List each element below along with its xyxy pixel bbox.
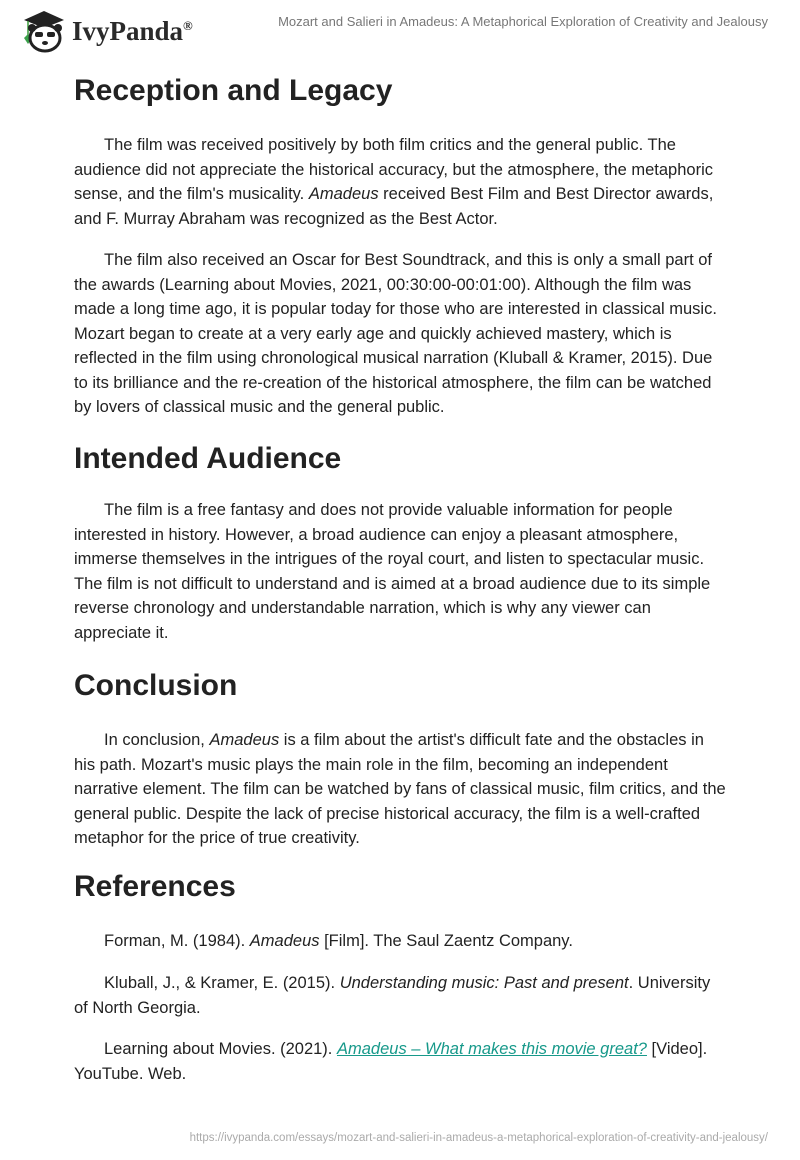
panda-graduate-icon xyxy=(20,8,66,54)
ivypanda-logo[interactable] xyxy=(20,8,193,54)
logo-text: IvyPanda® xyxy=(72,15,193,46)
paragraph: The film is a free fantasy and does not provide valuable information for people interested in history. However, a broad audience can enjoy a pleasant atmosphere, immerse themselves in the intrigues of the royal court, and listen to spectacular music. The film is not difficult to understand and is aimed at a broad audience due to its simple reverse chronology and understandable narration, which is why any viewer can appreciate it. xyxy=(74,501,711,642)
heading-conclusion: Conclusion xyxy=(74,669,238,702)
reference-item: Learning about Movies. (2021). Amadeus – What makes this movie great? [Video]. YouTube. Web. xyxy=(74,1040,708,1083)
document-title: Mozart and Salieri in Amadeus: A Metaphorical Exploration of Creativity and Jealousy xyxy=(278,14,768,29)
heading-reception: Reception and Legacy xyxy=(74,74,393,107)
heading-references: References xyxy=(74,870,236,903)
footer-url: https://ivypanda.com/essays/mozart-and-salieri-in-amadeus-a-metaphorical-exploration-of-creativity-and-jealousy/ xyxy=(189,1132,768,1144)
reference-item: Forman, M. (1984). Amadeus [Film]. The Saul Zaentz Company. xyxy=(104,932,573,950)
reference-video-link[interactable]: Amadeus – What makes this movie great? xyxy=(336,1040,647,1058)
paragraph: The film also received an Oscar for Best Soundtrack, and this is only a small part of the awards (Learning about Movies, 2021, 00:30:00-00:01:00). Although the film was made a long time ago, it is popular today for those who are interested in classical music. Mozart began to create at a very early age and quickly achieved mastery, which is reflected in the film using chronological musical narration (Kluball & Kramer, 2015). Due to its brilliance and the re-creation of the historical atmosphere, the film can be watched by lovers of classical music and the general public. xyxy=(74,251,717,416)
paragraph: In conclusion, Amadeus is a film about the artist's difficult fate and the obstacles in his path. Mozart's music plays the main role in the film, becoming an independent narrative element. The film can be watched by fans of classical music, film critics, and the general public. Despite the lack of precise historical accuracy, the film is a well-crafted metaphor for the price of true creativity. xyxy=(74,731,726,847)
reference-item: Kluball, J., & Kramer, E. (2015). Understanding music: Past and present. University of North Georgia. xyxy=(74,974,711,1017)
paragraph: The film was received positively by both film critics and the general public. The audience did not appreciate the historical accuracy, but the atmosphere, the metaphoric sense, and the film's musicality. Amadeus received Best Film and Best Director awards, and F. Murray Abraham was recognized as the Best Actor. xyxy=(74,136,714,228)
heading-intended-audience: Intended Audience xyxy=(74,442,342,475)
